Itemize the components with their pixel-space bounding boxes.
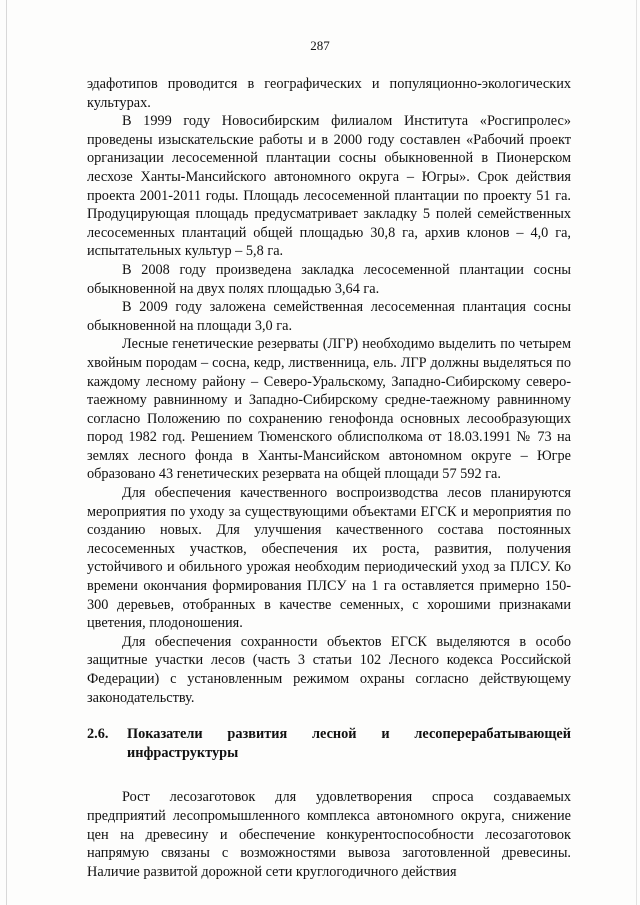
scan-edge-left xyxy=(6,0,7,905)
section-title-line-1: Показатели развития лесной и лесоперерабатывающей xyxy=(127,726,571,743)
paragraph-protection: Для обеспечения сохранности объектов ЕГСК выделяются в особо защитные участки лесов (часть 3 статьи 102 Лесного кодекса Российской Федерации) с установленным режимом охраны согласно действующему законодательству. xyxy=(87,633,571,706)
paragraph-continuation: эдафотипов проводится в географических и популяционно-экологических культурах. xyxy=(87,76,571,111)
paragraph-logging-growth: Рост лесозаготовок для удовлетворения спроса создаваемых предприятий лесопромышленного комплекса автономного округа, снижение цен на древесину и обеспечение конкурентоспособности лесозаготовок напрямую связаны с возможностями вывоза заготовленной древесины. Наличие развитой дорожной сети круглогодичного действия xyxy=(87,789,571,880)
paragraph-2009: В 2009 году заложена семейственная лесосеменная плантация сосны обыкновенной на площади 3,0 га. xyxy=(87,299,571,334)
section-title xyxy=(127,725,571,762)
section-heading xyxy=(87,725,571,762)
paragraph-2008: В 2008 году произведена закладка лесосеменной плантации сосны обыкновенной на двух полях площадью 3,64 га. xyxy=(87,261,571,297)
body-text xyxy=(87,75,571,881)
paragraph-reproduction: Для обеспечения качественного воспроизводства лесов планируются мероприятия по уходу за существующими объектами ЕГСК и мероприятия по созданию новых. Для улучшения качественного состава постоянных лесосеменных участков, обеспечения их роста, развития, получения устойчивого и обильного урожая необходим периодический уход за ПЛСУ. Ко времени окончания формирования ПЛСУ на 1 га оставляется примерно 150-300 деревьев, отобранных в качестве семенных, с хорошими признаками цветения, плодоношения. xyxy=(87,485,571,632)
paragraph-project: В 1999 году Новосибирским филиалом Института «Росгипролес» проведены изыскательские работы и в 2000 году составлен «Рабочий проект организации лесосеменной плантации сосны обыкновенной в Пионерском лесхозе Ханты-Мансийского автономного округа – Югры». Срок действия проекта 2001-2011 годы. Площадь лесосеменной плантации по проекту 51 га. Продуцирующая площадь предусматривает закладку 5 полей семейственных лесосеменных плантаций общей площадью 30,8 га, архив клонов – 4,0 га, испытательных культур – 5,8 га. xyxy=(87,113,571,260)
page-number: 287 xyxy=(310,38,330,53)
section-number: 2.6. xyxy=(87,726,109,743)
section-title-line-2: инфраструктуры xyxy=(127,744,239,761)
paragraph-genetic-reserves: Лесные генетические резерваты (ЛГР) необходимо выделить по четырем хвойным породам – сосна, кедр, лиственница, ель. ЛГР должны выделяться по каждому лесному району – Северо-Уральскому, Западно-Сибирскому северо-таежному равнинному и Западно-Сибирскому средне-таежному равнинному согласно Положению по сохранению генофонда основных лесообразующих пород 1982 год. Решением Тюменского облисполкома от 18.03.1991 № 73 на землях лесного фонда в Ханты-Мансийском автономном округе – Югре образовано 43 генетических резервата на общей площади 57 592 га. xyxy=(87,336,571,483)
scan-edge-right xyxy=(636,0,637,905)
